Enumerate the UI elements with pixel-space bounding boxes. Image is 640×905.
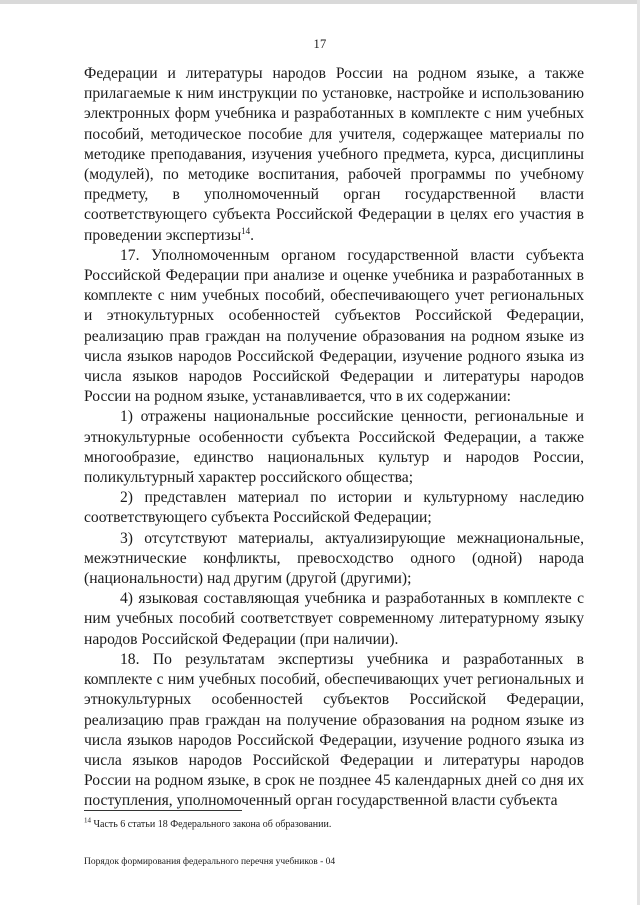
list-item-1: 1) отражены национальные российские ценности, региональные и этнокультурные особенности субъекта Российской Федерации, а также многообразие, единство национальных культур и народов России, поликультурный характер российского общества; [84, 408, 584, 487]
page-number: 17 [313, 37, 327, 51]
footnote-text: Часть 6 статьи 18 Федерального закона об образовании. [91, 819, 332, 830]
list-item-3: 3) отсутствуют материалы, актуализирующие межнациональные, межэтнические конфликты, превосходство одного (одной) народа (национальности) над другим (другой (другими); [84, 529, 584, 588]
paragraph-1-text: Федерации и литературы народов России на родном языке, а также прилагаемые к ним инструкции по установке, настройке и использованию электронных форм учебника и разработанных в комплекте с ним учебных пособий, методическое пособие для учителя, содержащее материалы по методике преподавания, изучения учебного предмета, курса, дисциплины (модулей), по методике воспитания, рабочей программы по учебному предмету, в уполномоченный орган государственной власти соответствующего субъекта Российской Федерации в целях его участия в проведении экспертизы [84, 65, 584, 244]
document-body [84, 64, 584, 812]
footnote-divider [84, 810, 242, 811]
paragraph-18: 18. По результатам экспертизы учебника и разработанных в комплекте с ним учебных пособий, обеспечивающих учет региональных и этнокультурных особенностей субъектов Российской Федерации, реализацию прав граждан на получение образования на родном языке из числа языков народов Российской Федерации, изучение родного языка из числа языков народов Российской Федерации и литературы народов России на родном языке, в срок не позднее 45 календарных дней со дня их поступления, уполномоченный орган государственной власти субъекта [84, 650, 584, 810]
list-item-2: 2) представлен материал по истории и культурному наследию соответствующего субъекта Российской Федерации; [84, 489, 584, 527]
footnote-number: 14 [84, 816, 91, 825]
footnote-reference[interactable]: 14 [241, 225, 251, 236]
list-item-4: 4) языковая составляющая учебника и разработанных в комплекте с ним учебных пособий соответствует современному литературному языку народов Российской Федерации (при наличии). [84, 590, 584, 648]
page-footer: Порядок формирования федерального перечня учебников - 04 [84, 857, 336, 867]
footnote [84, 818, 584, 831]
paragraph-continuation [84, 64, 584, 246]
paragraph-1-end: . [250, 226, 255, 244]
scan-edge-top [0, 0, 640, 4]
paragraph-17: 17. Уполномоченным органом государственной власти субъекта Российской Федерации при анализе и оценке учебника и разработанных в комплекте с ним учебных пособий, обеспечивающего учет региональных и этнокультурных особенностей субъектов Российской Федерации, реализацию прав граждан на получение образования на родном языке из числа языков народов Российской Федерации, изучение родного языка из числа языков народов Российской Федерации и литературы народов России на родном языке, устанавливается, что в их содержании: [84, 246, 584, 406]
